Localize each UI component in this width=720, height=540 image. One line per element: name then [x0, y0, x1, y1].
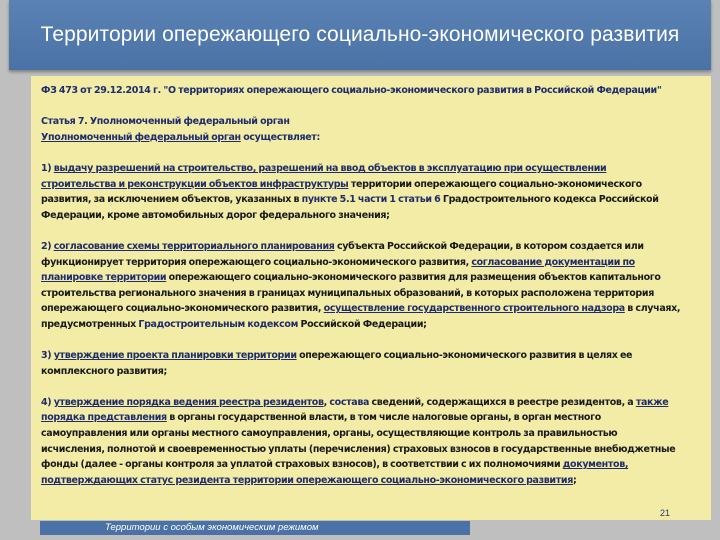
urban-code-clause-link[interactable]: пункте 5.1 части 1 статьи 6	[301, 194, 441, 206]
list-item-4: 4) утверждение порядка ведения реестра резидентов, состава сведений, содержащихся в реестре резидентов, а также порядка представления в органы государственной власти, в том числе налоговые органы, в орган местного самоуправления или органы местного самоуправления, органы, осуществляющие контроль за правильностью исчисления, полнотой и своевременностью уплаты (перечисления) страховых взносов в государственные внебюджетные фонды (далее - органы контроля за уплатой страховых взносов), в соответствии с их полномочиями документов, подтверждающих статус резидента территории опережающего социально-экономического развития;	[41, 396, 676, 486]
planning-scheme-link[interactable]: согласование схемы территориального планирования	[53, 240, 335, 252]
planning-project-link[interactable]: утверждение проекта планировки территории	[53, 350, 297, 362]
law-reference: ФЗ 473 от 29.12.2014 г. "О территориях опережающего социально-экономического развития в Российской Федерации"	[41, 85, 662, 96]
page-number: 21	[660, 508, 671, 518]
planning-docs-link[interactable]: согласование документации по планировке территории	[41, 256, 635, 284]
footer-bar	[40, 521, 470, 535]
content-panel	[31, 76, 711, 520]
slide-title: Территории опережающего социально-экономического развития	[40, 23, 680, 46]
composition-link[interactable]: состава	[329, 396, 370, 408]
footer-text: Территории с особым экономическим режимом	[105, 522, 319, 533]
submission-procedure-link[interactable]: порядка	[41, 412, 86, 424]
article-text	[41, 83, 681, 504]
article-block: Статья 7. Уполномоченный федеральный орган Уполномоченный федеральный орган осуществляет:	[41, 116, 320, 143]
approval-link[interactable]: утверждение	[53, 396, 125, 408]
register-procedure-link[interactable]: порядка	[126, 396, 171, 408]
resident-docs-link[interactable]: документов, подтверждающих статус резидента территории опережающего социально-экономического развития	[41, 459, 629, 486]
construction-supervision-link[interactable]: осуществление государственного строительного надзора	[323, 303, 625, 315]
also-link[interactable]: также	[635, 396, 669, 408]
title-bar	[9, 0, 711, 70]
list-item-3: 3) утверждение проекта планировки территории опережающего социально-экономического развития в целях ее комплексного развития;	[41, 350, 633, 377]
article-heading: Статья 7. Уполномоченный федеральный орган	[41, 116, 290, 128]
list-item-1: 1) выдачу разрешений на строительство, разрешений на ввод объектов в эксплуатацию при осуществлении строительства и реконструкции объектов инфраструктуры территории опережающего социально-экономического развития, за исключением объектов, указанных в пункте 5.1 части 1 статьи 6 Градостроительного кодекса Российской Федерации, кроме автомобильных дорог федерального значения;	[41, 162, 659, 221]
authority-link[interactable]: Уполномоченный федеральный орган	[41, 131, 241, 143]
permits-link[interactable]: выдачу разрешений на строительство, разрешений на ввод объектов в эксплуатацию при осуществлении строительства и реконструкции объектов инфраструктуры	[41, 162, 607, 190]
urban-code-link[interactable]: Градостроительным кодексом	[138, 318, 298, 330]
list-item-2: 2) согласование схемы территориального планирования субъекта Российской Федерации, в котором создается или функционирует территория опережающего социально-экономического развития, согласование документации по планировке территории опережающего социально-экономического развития для размещения объектов капитального строительства регионального значения в границах муниципальных образований, в которых расположена территория опережающего социально-экономического развития, осуществление государственного строительного надзора в случаях, предусмотренных Градостроительным кодексом Российской Федерации;	[41, 240, 681, 330]
